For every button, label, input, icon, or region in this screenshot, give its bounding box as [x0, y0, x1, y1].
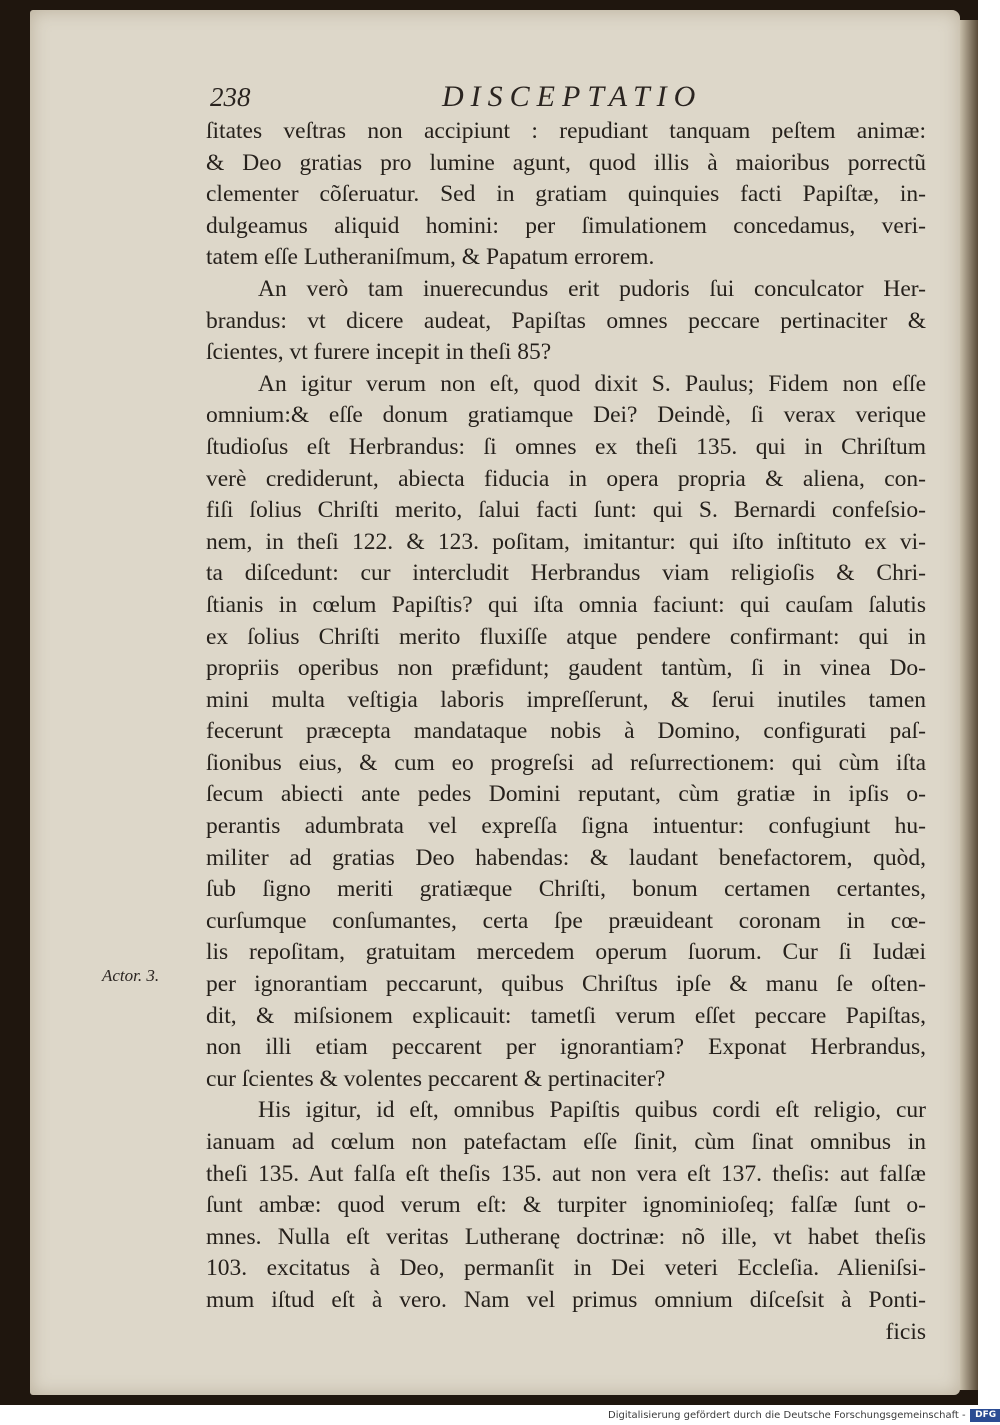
text-line: verè crediderunt, abiecta fiducia in opera propria & aliena, con-: [206, 465, 926, 492]
text-line: ſitates veſtras non accipiunt : repudiant tanquam peſtem animæ:: [206, 118, 926, 144]
text-line: non illi etiam peccarent per ignorantiam? Exponat Herbrandus,: [206, 1034, 926, 1061]
page-header: [210, 80, 930, 120]
text-line: mini multa veſtigia laboris impreſſerunt, & ſerui inutiles tamen: [206, 686, 926, 713]
text-line: fecerunt præcepta mandataque nobis à Domino, configurati paſ-: [206, 718, 926, 745]
text-line: ſcientes, vt furere incepit in theſi 85?: [206, 339, 552, 366]
text-line: & Deo gratias pro lumine agunt, quod illis à maioribus porrectũ: [206, 149, 926, 176]
text-line: ſub ſigno meriti gratiæque Chriſti, bonum certamen certantes,: [206, 876, 926, 903]
dfg-logo: DFG: [970, 1409, 1000, 1422]
text-line: clementer cõſeruatur. Sed in gratiam quinquies facti Papiſtæ, in-: [206, 181, 926, 208]
text-line: mnes. Nulla eſt veritas Lutheranę doctrinæ: nõ ille, vt habet theſis: [206, 1223, 926, 1250]
text-line: per ignorantiam peccarunt, quibus Chriſtus ipſe & manu ſe oſten-: [206, 971, 926, 998]
text-line: nem, in theſi 122. & 123. poſitam, imitantur: qui iſto inſtituto ex vi-: [206, 528, 926, 555]
text-line: dit, & miſsionem explicauit: tametſi verum eſſet peccare Papiſtas,: [206, 1002, 926, 1029]
text-line: 103. excitatus à Deo, permanſit in Dei veteri Eccleſia. Alieniſsi-: [206, 1255, 926, 1282]
page-number: 238: [210, 82, 251, 112]
text-line: ex ſolius Chriſti merito fluxiſſe atque pendere confirmant: qui in: [206, 623, 926, 650]
text-line: perantis adumbrata vel expreſſa ſigna intuentur: confugiunt hu-: [206, 813, 926, 840]
text-line: tatem eſſe Lutheraniſmum, & Papatum errorem.: [206, 244, 655, 271]
text-line: ſecum abiecti ante pedes Domini reputant, cùm gratiæ in ipſis o-: [206, 781, 926, 808]
text-line: An verò tam inuerecundus erit pudoris ſui conculcator Her-: [258, 275, 926, 302]
text-line: brandus: vt dicere audeat, Papiſtas omnes peccare pertinaciter &: [206, 307, 926, 334]
body-text: [206, 116, 926, 1348]
text-line: omnium:& eſſe donum gratiamque Dei? Deindè, ſi verax verique: [206, 402, 926, 429]
text-line: mum iſtud eſt à vero. Nam vel primus omnium diſceſsit à Ponti-: [206, 1286, 926, 1313]
running-title: DISCEPTATIO: [442, 80, 703, 113]
text-line: curſumque conſumantes, certa ſpe præuideant coronam in cœ-: [206, 907, 926, 934]
text-line: fiſi ſolius Chriſti merito, ſalui facti ſunt: qui S. Bernardi confeſsio-: [206, 497, 926, 524]
text-line: ſtianis in cœlum Papiſtis? qui iſta omnia faciunt: qui cauſam ſalutis: [206, 591, 926, 618]
text-line: theſi 135. Aut falſa eſt theſis 135. aut non vera eſt 137. theſis: aut falſæ: [206, 1160, 926, 1187]
text-line: ſionibus eius, & cum eo progreſsi ad reſurrectionem: qui cùm iſta: [206, 749, 926, 776]
footer-credit: Digitalisierung gefördert durch die Deutsche Forschungsgemeinschaft -: [608, 1409, 966, 1421]
text-line: cur ſcientes & volentes peccarent & pertinaciter?: [206, 1065, 666, 1092]
text-line: militer ad gratias Deo habendas: & laudant benefactorem, quòd,: [206, 844, 926, 871]
text-line: ianuam ad cœlum non patefactam eſſe ſinit, cùm ſinat omnibus in: [206, 1129, 926, 1155]
text-line: ſunt ambæ: quod verum eſt: & turpiter ignominioſeq; falſæ ſunt o-: [206, 1192, 926, 1219]
text-line: lis repoſitam, gratuitam mercedem operum ſuorum. Cur ſi Iudæi: [206, 939, 926, 966]
marginal-note: Actor. 3.: [102, 966, 160, 985]
text-line: dulgeamus aliquid homini: per ſimulationem concedamus, veri-: [206, 212, 926, 239]
digitization-footer: [608, 1407, 1000, 1423]
text-line: propriis operibus non præfidunt; gaudent tantùm, ſi in vinea Do-: [206, 655, 926, 682]
text-line: An igitur verum non eſt, quod dixit S. Paulus; Fidem non eſſe: [258, 370, 926, 397]
text-line: His igitur, id eſt, omnibus Papiſtis quibus cordi eſt religio, cur: [258, 1097, 926, 1124]
text-line: ficis: [885, 1318, 926, 1345]
text-line: ta diſcedunt: cur intercludit Herbrandus viam religioſis & Chri-: [206, 560, 926, 587]
text-line: ſtudioſus eſt Herbrandus: ſi omnes ex theſi 135. qui in Chriſtum: [206, 433, 926, 460]
